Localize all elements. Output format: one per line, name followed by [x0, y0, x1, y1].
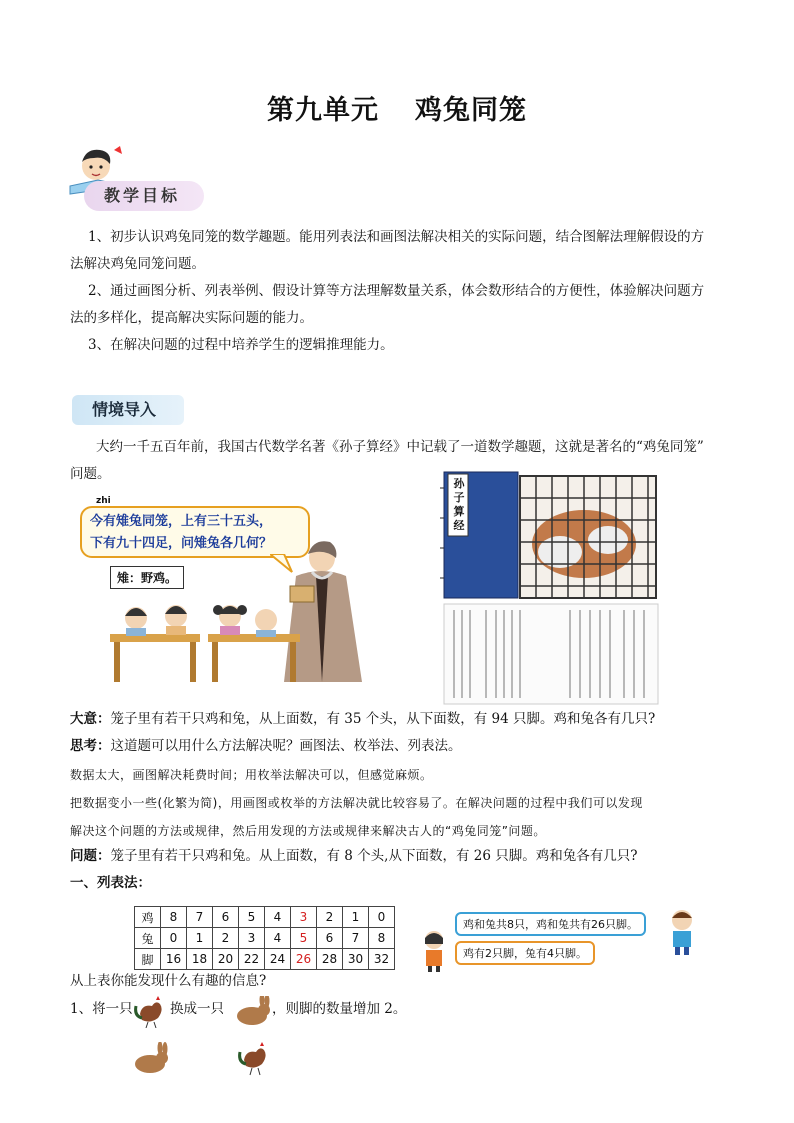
rule-text-2: 换成一只 [170, 1001, 224, 1017]
wenti-text: 笼子里有若干只鸡和兔。从上面数，有 8 个头,从下面数，有 26 只脚。鸡和兔各有几只? [110, 848, 638, 864]
row-label: 脚 [135, 949, 161, 970]
teacher-students-illustration [100, 536, 370, 686]
cell: 1 [187, 928, 213, 949]
speech-line: 下有九十四足，问雉兔各几何？ [90, 536, 273, 551]
cell: 8 [161, 907, 187, 928]
summary-line [70, 706, 750, 733]
method-heading: 一、列表法： [70, 875, 151, 891]
info-bubble-feet: 鸡有2只脚，兔有4只脚。 [455, 941, 595, 965]
cell: 7 [343, 928, 369, 949]
cell-highlight: 26 [291, 949, 317, 970]
cell: 18 [187, 949, 213, 970]
cell: 2 [317, 907, 343, 928]
table-row [135, 907, 395, 928]
think-line [70, 733, 750, 760]
rule-text-1: 1、将一只 [70, 1001, 133, 1017]
cell: 30 [343, 949, 369, 970]
cell: 4 [265, 907, 291, 928]
cell-highlight: 3 [291, 907, 317, 928]
intro-line: 问题。 [70, 466, 111, 482]
discovery-question: 从上表你能发现什么有趣的信息? [70, 973, 267, 989]
cell: 22 [239, 949, 265, 970]
girl-icon [420, 928, 448, 972]
goal-line: 法的多样化，提高解决实际问题的能力。 [70, 310, 313, 326]
cell-highlight: 5 [291, 928, 317, 949]
unit-number: 第九单元 [267, 95, 379, 126]
handwritten-note-line: 解决这个问题的方法或规律，然后用发现的方法或规律来解决古人的“鸡兔同笼”问题。 [70, 824, 546, 838]
cell: 20 [213, 949, 239, 970]
cell: 28 [317, 949, 343, 970]
section-label-scenario: 情境导入 [72, 395, 184, 425]
rooster-icon [134, 996, 168, 1028]
rule-text-3: ，则脚的数量增加 2。 [272, 1001, 407, 1017]
problem-line [70, 843, 750, 870]
rabbit-icon [130, 1042, 170, 1074]
cell: 6 [317, 928, 343, 949]
cell: 24 [265, 949, 291, 970]
cell: 1 [343, 907, 369, 928]
cell: 16 [161, 949, 187, 970]
note-box: 雉：野鸡。 [110, 566, 184, 589]
cell: 6 [213, 907, 239, 928]
rooster-icon [238, 1042, 272, 1076]
handwritten-note-line: 数据太大，画图解决耗费时间；用枚举法解决可以，但感觉麻烦。 [70, 768, 433, 782]
goal-line: 1、初步认识鸡兔同笼的数学趣题。能用列表法和画图法解决相关的实际问题，结合图解法理解假设的方 [88, 229, 705, 245]
speech-line: 今有雉兔同笼，上有三十五头， [90, 514, 273, 529]
boy-icon [666, 908, 698, 956]
sunzi-suanjing-illustration [440, 470, 662, 706]
unit-name: 鸡兔同笼 [415, 95, 527, 126]
goal-line: 2、通过画图分析、列表举例、假设计算等方法理解数量关系，体会数形结合的方便性，体验解决问题方 [88, 283, 705, 299]
dayi-text: 笼子里有若干只鸡和兔，从上面数，有 35 个头，从下面数，有 94 只脚。鸡和兔各有几只? [110, 711, 656, 727]
goal-line: 3、在解决问题的过程中培养学生的逻辑推理能力。 [88, 337, 394, 353]
cell: 7 [187, 907, 213, 928]
sikao-text: 这道题可以用什么方法解决呢？画图法、枚举法、列表法。 [110, 738, 462, 754]
cell: 4 [265, 928, 291, 949]
label-dayi: 大意： [70, 711, 111, 727]
book-title-label: 孙子算经 [453, 477, 465, 532]
rabbit-icon [232, 996, 272, 1026]
label-wenti: 问题： [70, 848, 111, 864]
pinyin-annotation: zhi [96, 496, 111, 506]
cell: 2 [213, 928, 239, 949]
label-sikao: 思考： [70, 738, 111, 754]
cell: 0 [161, 928, 187, 949]
cell: 32 [369, 949, 395, 970]
table-row [135, 928, 395, 949]
enumeration-table [134, 906, 395, 970]
intro-line: 大约一千五百年前，我国古代数学名著《孙子算经》中记载了一道数学趣题，这就是著名的“鸡兔同笼” [96, 439, 704, 455]
handwritten-note-line: 把数据变小一些(化繁为简)，用画图或枚举的方法解决就比较容易了。在解决问题的过程中我们可以发现 [70, 796, 643, 810]
row-label: 兔 [135, 928, 161, 949]
goals-list [70, 224, 740, 359]
cell: 5 [239, 907, 265, 928]
cell: 3 [239, 928, 265, 949]
page-title [0, 88, 794, 127]
section-label-teaching-goals: 教学目标 [84, 181, 204, 211]
info-bubble-total: 鸡和兔共8只，鸡和兔共有26只脚。 [455, 912, 646, 936]
cell: 8 [369, 928, 395, 949]
goal-line: 法解决鸡兔同笼问题。 [70, 256, 205, 272]
table-row [135, 949, 395, 970]
cell: 0 [369, 907, 395, 928]
row-label: 鸡 [135, 907, 161, 928]
